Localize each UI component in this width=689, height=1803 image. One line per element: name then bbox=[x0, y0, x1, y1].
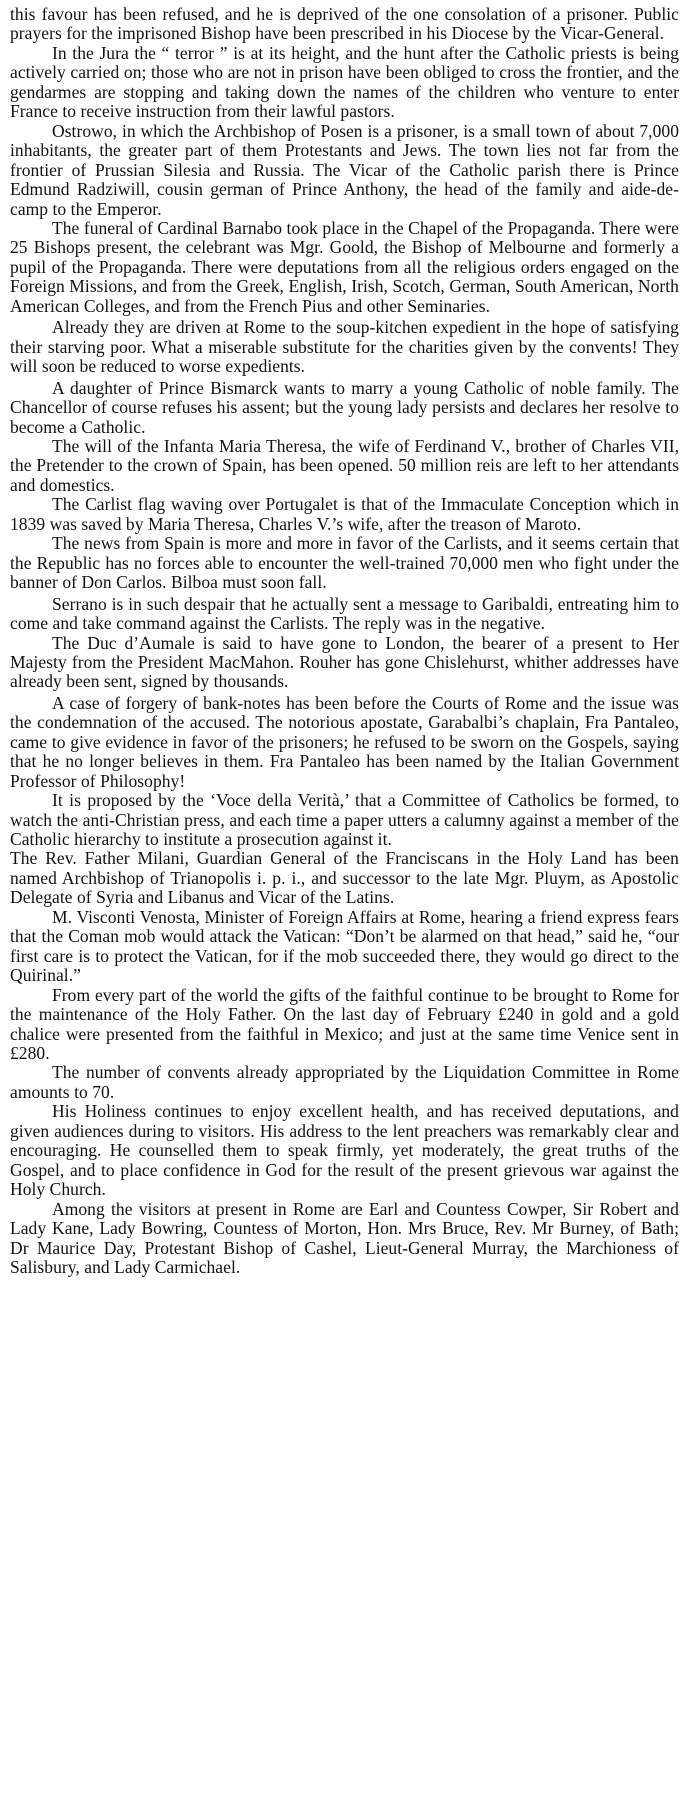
paragraph-bishop-consolation: this favour has been refused, and he is deprived of the one consolation of a prisoner. Public prayers for the imprisoned Bishop have been prescribed in his Diocese by the Vicar-General. bbox=[10, 4, 679, 44]
paragraph-cardinal-barnabo-funeral: The funeral of Cardinal Barnabo took place in the Chapel of the Propaganda. There were 25 Bishops present, the celebrant was Mgr. Goold, the Bishop of Melbourne and formerly a pupil of the Propaganda. There were deputations from all the religious orders engaged on the Foreign Missions, and from the Greek, English, Irish, Scotch, German, South American, North American Colleges, and from the French Pius and other Seminaries. bbox=[10, 217, 679, 316]
paragraph-duc-daumale: The Duc d’Aumale is said to have gone to London, the bearer of a present to Her Majesty from the President MacMahon. Rouher has gone Chislehurst, whither addresses have already been sent, signed by thousands. bbox=[10, 632, 679, 692]
paragraph-father-milani: The Rev. Father Milani, Guardian General of the Franciscans in the Holy Land has been named Archbishop of Trianopolis i. p. i., and successor to the late Mgr. Pluym, as Apostolic Delegate of Syria and Libanus and Vicar of the Latins. bbox=[10, 848, 679, 908]
paragraph-carlist-flag: The Carlist flag waving over Portugalet is that of the Immaculate Conception which in 1839 was saved by Maria Theresa, Charles V.’s wife, after the treason of Maroto. bbox=[10, 494, 679, 534]
paragraph-ostrowo: Ostrowo, in which the Archbishop of Posen is a prisoner, is a small town of about 7,000 inhabitants, the greater part of them Protestants and Jews. The town lies not far from the frontier of Prussian Silesia and Russia. The Vicar of the Catholic parish there is Prince Edmund Radziwill, cousin german of Prince Anthony, the head of the family and aide-de-camp to the Emperor. bbox=[10, 120, 679, 219]
paragraph-serrano: Serrano is in such despair that he actually sent a message to Garibaldi, entreating him to come and take command against the Carlists. The reply was in the negative. bbox=[10, 593, 679, 634]
paragraph-voce-della-verita: It is proposed by the ‘Voce della Verità,’ that a Committee of Catholics be formed, to watch the anti-Christian press, and each time a paper utters a calumny against a member of the Catholic hierarchy to institute a prosecution against it. bbox=[10, 790, 679, 850]
paragraph-jura-terror: In the Jura the “ terror ” is at its height, and the hunt after the Catholic priests is being actively carried on; those who are not in prison have been obliged to cross the frontier, and the gendarmes are stopping and taking down the names of the children who venture to enter France to receive instruction from their lawful pastors. bbox=[10, 42, 679, 122]
paragraph-bismarck-daughter: A daughter of Prince Bismarck wants to marry a young Catholic of noble family. The Chancellor of course refuses his assent; but the young lady persists and declares her resolve to become a Catholic. bbox=[10, 377, 679, 437]
paragraph-soup-kitchen: Already they are driven at Rome to the soup-kitchen expedient in the hope of satisfying their starving poor. What a miserable substitute for the charities given by the convents! They will soon be reduced to worse expedients. bbox=[10, 317, 679, 377]
paragraph-visconti-venosta: M. Visconti Venosta, Minister of Foreign Affairs at Rome, hearing a friend express fears that the Coman mob would attack the Vatican: “Don’t be alarmed on that head,” said he, “our first care is to protect the Vatican, for if the mob succeeded there, they would go direct to the Quirinal.” bbox=[10, 906, 679, 986]
paragraph-holiness-health: His Holiness continues to enjoy excellent health, and has received deputations, and given audiences during to visitors. His address to the lent preachers was remarkably clear and encouraging. He counselled them to speak firmly, yet moderately, the great truths of the Gospel, and to place confidence in God for the result of the present grievous war against the Holy Church. bbox=[10, 1101, 679, 1200]
paragraph-convents-appropriated: The number of convents already appropriated by the Liquidation Committee in Rome amounts to 70. bbox=[10, 1062, 679, 1102]
paragraph-infanta-will: The will of the Infanta Maria Theresa, the wife of Ferdinand V., brother of Charles VII, the Pretender to the crown of Spain, has been opened. 50 million reis are left to her attendants and domestics. bbox=[10, 435, 679, 495]
paragraph-gifts-holy-father: From every part of the world the gifts of the faithful continue to be brought to Rome for the maintenance of the Holy Father. On the last day of February £240 in gold and a gold chalice were presented from the faithful in Mexico; and just at the same time Venice sent in £280. bbox=[10, 984, 679, 1064]
paragraph-visitors-rome: Among the visitors at present in Rome are Earl and Countess Cowper, Sir Robert and Lady Kane, Lady Bowring, Countess of Morton, Hon. Mrs Bruce, Rev. Mr Burney, of Bath; Dr Maurice Day, Protestant Bishop of Cashel, Lieut-General Murray, the Marchioness of Salisbury, and Lady Carmichael. bbox=[10, 1198, 679, 1277]
paragraph-forgery-case: A case of forgery of bank-notes has been before the Courts of Rome and the issue was the condemnation of the accused. The notorious apostate, Garabalbi’s chaplain, Fra Pantaleo, came to give evidence in favor of the prisoners; he refused to be sworn on the Gospels, saying that he no longer believes in them. Fra Pantaleo has been named by the Italian Government Professor of Philosophy! bbox=[10, 692, 679, 791]
paragraph-spain-news: The news from Spain is more and more in favor of the Carlists, and it seems certain that the Republic has no forces able to encounter the well-trained 70,000 men who fight under the banner of Don Carlos. Bilboa must soon fall. bbox=[10, 533, 679, 593]
